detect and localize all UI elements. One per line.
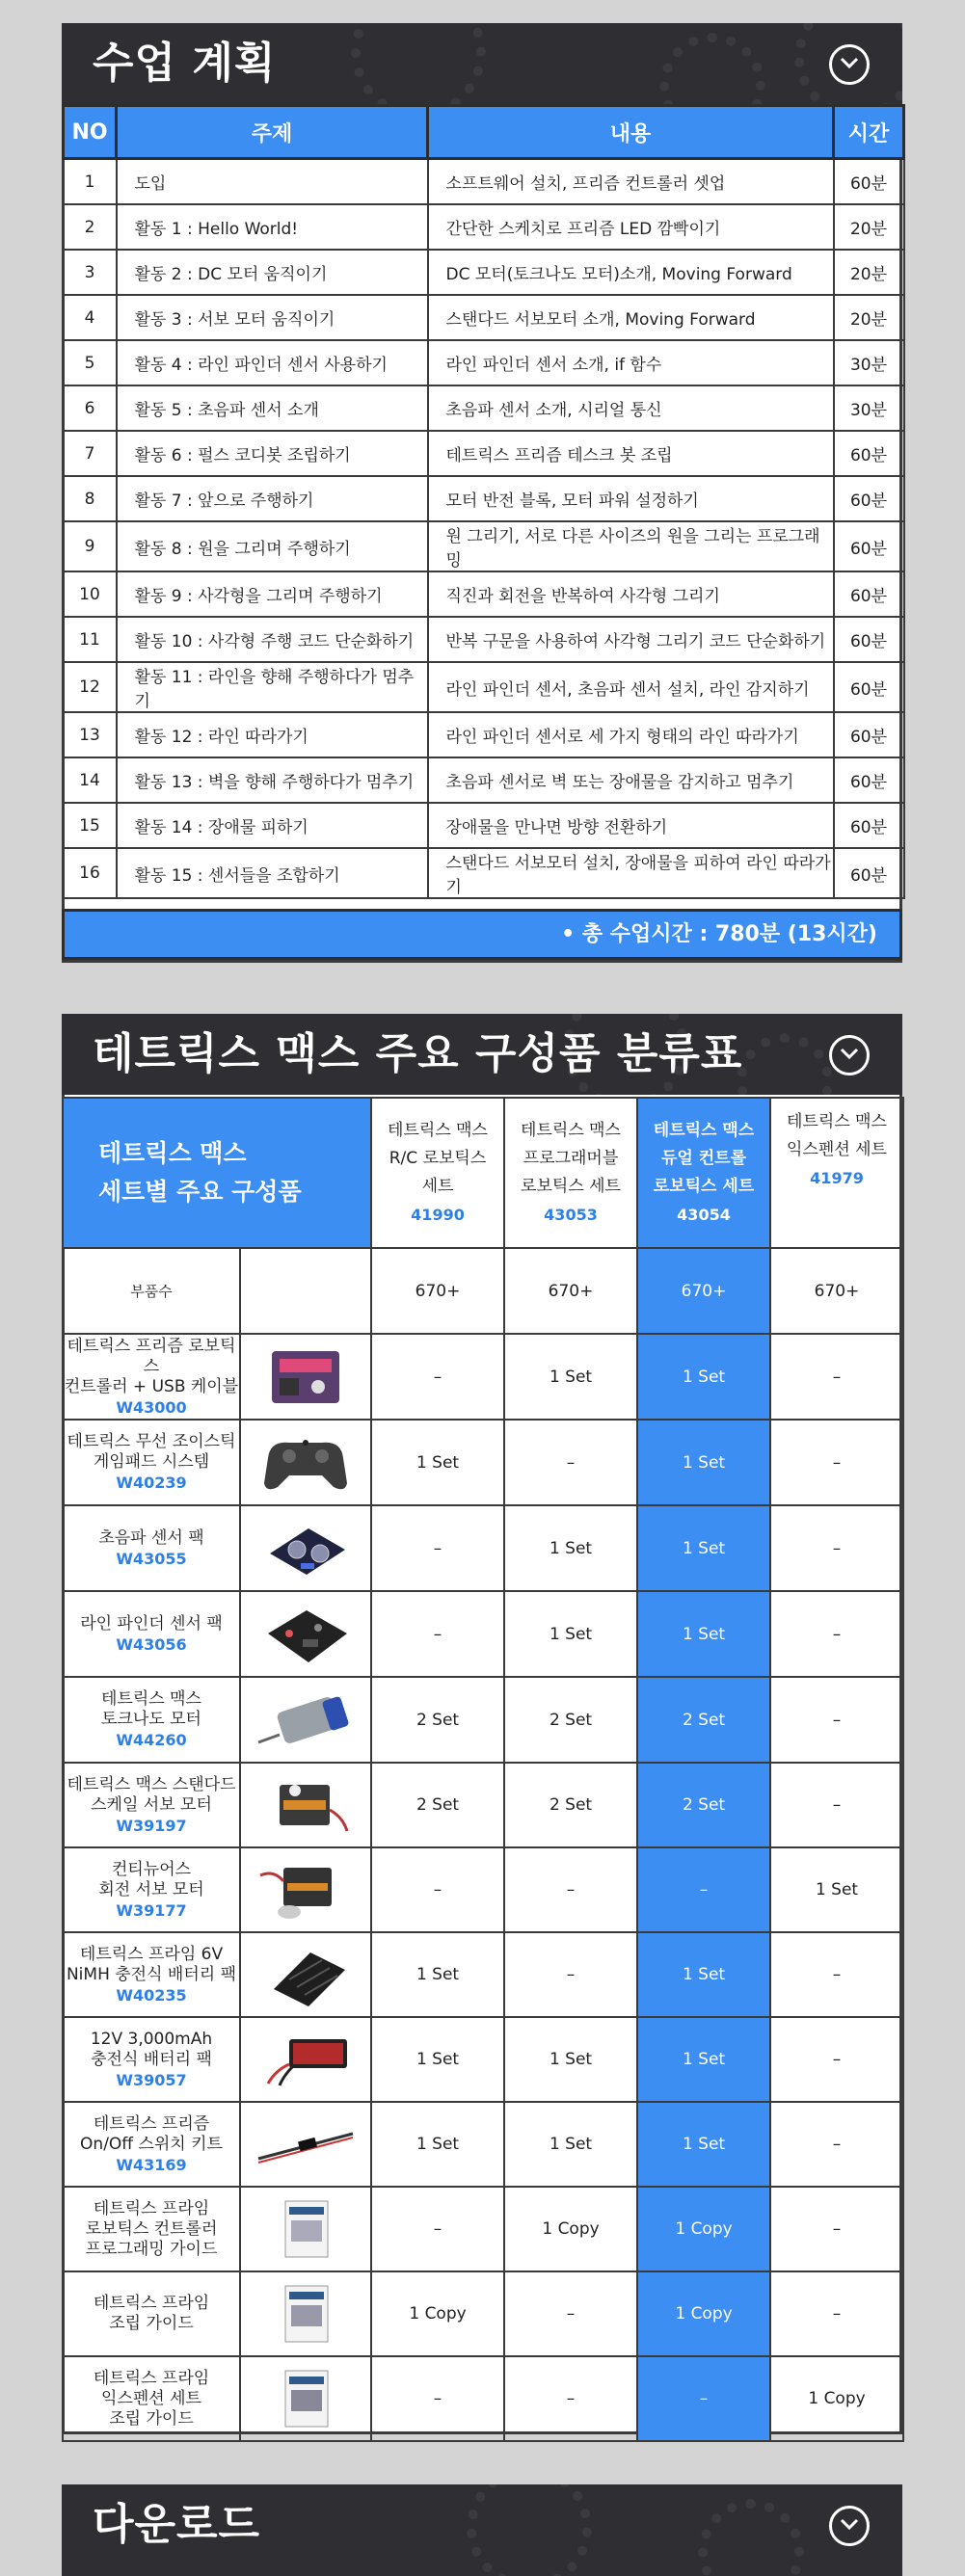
count-label: 부품수 bbox=[63, 1248, 240, 1334]
download-section bbox=[62, 2484, 902, 2576]
parts-banner bbox=[62, 1014, 902, 1095]
total-time-bar bbox=[62, 909, 902, 960]
part-quantity-cell: 2 Set bbox=[504, 1677, 637, 1763]
controller-image bbox=[251, 1343, 361, 1411]
table-row bbox=[64, 159, 904, 205]
part-name-line: 토크나도 모터 bbox=[101, 1710, 201, 1729]
part-quantity-cell: – bbox=[371, 1334, 504, 1420]
collapse-toggle-button[interactable] bbox=[829, 2506, 870, 2546]
table-row bbox=[64, 803, 904, 848]
part-code: W44260 bbox=[116, 1731, 187, 1749]
parts-row bbox=[63, 2271, 903, 2356]
row-time: 60분 bbox=[834, 662, 904, 712]
battery-pack-6v-image bbox=[251, 1941, 361, 2008]
part-name-cell bbox=[63, 1505, 240, 1591]
part-name-cell bbox=[63, 1847, 240, 1932]
set-header-41979 bbox=[770, 1098, 903, 1248]
parts-table bbox=[62, 1097, 904, 2442]
part-code: W39197 bbox=[116, 1816, 187, 1835]
part-quantity-cell: – bbox=[770, 1334, 903, 1420]
part-name-line: 컨티뉴어스 bbox=[111, 1859, 192, 1879]
row-number: 13 bbox=[64, 712, 117, 757]
row-content: 라인 파인더 센서로 세 가지 형태의 라인 따라가기 bbox=[428, 712, 834, 757]
part-quantity-cell: – bbox=[770, 2102, 903, 2187]
row-topic: 활동 7 : 앞으로 주행하기 bbox=[117, 476, 428, 521]
part-image-cell bbox=[240, 1847, 371, 1932]
set-name-line: 테트릭스 맥스 bbox=[787, 1112, 887, 1131]
row-topic: 활동 1 : Hello World! bbox=[117, 204, 428, 250]
part-quantity-cell: – bbox=[770, 1677, 903, 1763]
part-image-cell bbox=[240, 2187, 371, 2271]
part-name-line: 익스펜션 세트 bbox=[101, 2388, 201, 2408]
row-number: 1 bbox=[64, 159, 117, 205]
parts-row bbox=[63, 1334, 903, 1420]
row-number: 10 bbox=[64, 571, 117, 617]
continuous-servo-image bbox=[251, 1856, 361, 1924]
row-time: 20분 bbox=[834, 250, 904, 295]
header-no: NO bbox=[64, 106, 117, 159]
set-name-line: 로보틱스 세트 bbox=[653, 1177, 755, 1196]
set-code: 43054 bbox=[677, 1206, 731, 1224]
row-number: 8 bbox=[64, 476, 117, 521]
part-quantity-cell: – bbox=[770, 2271, 903, 2356]
row-topic: 활동 9 : 사각형을 그리며 주행하기 bbox=[117, 571, 428, 617]
row-topic: 활동 5 : 초음파 센서 소개 bbox=[117, 385, 428, 431]
part-name-line: 테트릭스 무선 조이스틱 bbox=[67, 1432, 236, 1451]
lesson-plan-banner bbox=[62, 23, 902, 104]
row-topic: 활동 2 : DC 모터 움직이기 bbox=[117, 250, 428, 295]
row-topic: 활동 6 : 펄스 코디봇 조립하기 bbox=[117, 431, 428, 476]
chevron-down-icon bbox=[840, 56, 859, 69]
lesson-plan-table bbox=[62, 104, 905, 899]
parts-section bbox=[62, 1014, 902, 2434]
row-number: 11 bbox=[64, 617, 117, 662]
row-time: 60분 bbox=[834, 431, 904, 476]
table-row bbox=[64, 757, 904, 803]
row-content: 초음파 센서로 벽 또는 장애물을 감지하고 멈추기 bbox=[428, 757, 834, 803]
part-quantity-cell: 1 Set bbox=[637, 1932, 770, 2017]
part-name-line: NiMH 충전식 배터리 팩 bbox=[66, 1964, 237, 1984]
part-name-line: 12V 3,000mAh bbox=[90, 2029, 213, 2049]
total-time-text: • 총 수업시간 : 780분 (13시간) bbox=[561, 922, 877, 946]
table-row bbox=[64, 662, 904, 712]
row-number: 12 bbox=[64, 662, 117, 712]
table-row bbox=[64, 340, 904, 385]
part-name-line: 테트릭스 프라임 bbox=[93, 2198, 210, 2218]
part-quantity-cell: – bbox=[504, 1420, 637, 1505]
part-name-cell bbox=[63, 2356, 240, 2441]
count-cell: 670+ bbox=[504, 1248, 637, 1334]
parts-row bbox=[63, 2356, 903, 2441]
set-name-line: 프로그래머블 bbox=[523, 1149, 619, 1168]
part-quantity-cell: – bbox=[770, 2187, 903, 2271]
expansion-guide-image bbox=[251, 2365, 361, 2432]
part-quantity-cell: 1 Set bbox=[504, 1505, 637, 1591]
set-code: 43053 bbox=[544, 1206, 598, 1224]
row-content: 테트릭스 프리즘 테스크 봇 조립 bbox=[428, 431, 834, 476]
row-time: 60분 bbox=[834, 848, 904, 898]
part-quantity-cell: – bbox=[770, 1420, 903, 1505]
part-quantity-cell: 1 Set bbox=[504, 1334, 637, 1420]
part-quantity-cell: 2 Set bbox=[637, 1677, 770, 1763]
row-content: 원 그리기, 서로 다른 사이즈의 원을 그리는 프로그래밍 bbox=[428, 521, 834, 571]
row-number: 15 bbox=[64, 803, 117, 848]
count-cell: 670+ bbox=[637, 1248, 770, 1334]
row-time: 60분 bbox=[834, 571, 904, 617]
part-name-line: 조립 가이드 bbox=[109, 2314, 194, 2333]
part-image-cell bbox=[240, 2102, 371, 2187]
part-name-cell bbox=[63, 1677, 240, 1763]
set-header-corner bbox=[63, 1098, 371, 1248]
row-content: 스탠다드 서보모터 소개, Moving Forward bbox=[428, 295, 834, 340]
part-name-line: 테트릭스 프리즘 bbox=[93, 2113, 210, 2134]
row-topic: 활동 8 : 원을 그리며 주행하기 bbox=[117, 521, 428, 571]
row-content: 반복 구문을 사용하여 사각형 그리기 코드 단순화하기 bbox=[428, 617, 834, 662]
row-content: 장애물을 만나면 방향 전환하기 bbox=[428, 803, 834, 848]
part-quantity-cell: 1 Set bbox=[504, 2017, 637, 2102]
table-row bbox=[64, 431, 904, 476]
part-name-cell bbox=[63, 1932, 240, 2017]
row-time: 60분 bbox=[834, 712, 904, 757]
row-content: DC 모터(토크나도 모터)소개, Moving Forward bbox=[428, 250, 834, 295]
part-name-cell bbox=[63, 1763, 240, 1847]
part-name-line: 로보틱스 컨트롤러 bbox=[85, 2218, 218, 2239]
lesson-plan-title: 수업 계획 bbox=[93, 39, 277, 88]
part-code: W40235 bbox=[116, 1985, 187, 2005]
part-quantity-cell: – bbox=[770, 1763, 903, 1847]
count-cell: 670+ bbox=[770, 1248, 903, 1334]
row-number: 14 bbox=[64, 757, 117, 803]
parts-title: 테트릭스 맥스 주요 구성품 분류표 bbox=[93, 1029, 743, 1078]
part-quantity-cell: 1 Set bbox=[637, 1505, 770, 1591]
part-quantity-cell: – bbox=[371, 1505, 504, 1591]
part-name-line: 회전 서보 모터 bbox=[98, 1879, 204, 1899]
parts-count-row bbox=[63, 1248, 903, 1334]
part-name-line: 테트릭스 맥스 bbox=[101, 1689, 201, 1709]
part-quantity-cell: 2 Set bbox=[637, 1763, 770, 1847]
part-quantity-cell: 1 Set bbox=[371, 1420, 504, 1505]
part-quantity-cell: 1 Copy bbox=[504, 2187, 637, 2271]
part-quantity-cell: 1 Copy bbox=[637, 2271, 770, 2356]
programming-guide-image bbox=[251, 2195, 361, 2263]
row-topic: 활동 15 : 센서들을 조합하기 bbox=[117, 848, 428, 898]
part-quantity-cell: 1 Set bbox=[371, 2017, 504, 2102]
row-content: 라인 파인더 센서, 초음파 센서 설치, 라인 감지하기 bbox=[428, 662, 834, 712]
row-topic: 활동 12 : 라인 따라가기 bbox=[117, 712, 428, 757]
parts-row bbox=[63, 1763, 903, 1847]
part-image-cell bbox=[240, 2356, 371, 2441]
row-time: 30분 bbox=[834, 340, 904, 385]
row-content: 스탠다드 서보모터 설치, 장애물을 피하여 라인 따라가기 bbox=[428, 848, 834, 898]
count-empty-cell bbox=[240, 1248, 371, 1334]
part-quantity-cell: 1 Set bbox=[504, 2102, 637, 2187]
parts-row bbox=[63, 1677, 903, 1763]
row-number: 5 bbox=[64, 340, 117, 385]
table-row bbox=[64, 617, 904, 662]
part-image-cell bbox=[240, 1677, 371, 1763]
table-row bbox=[64, 476, 904, 521]
collapse-toggle-button[interactable] bbox=[829, 1035, 870, 1076]
download-banner bbox=[62, 2484, 902, 2576]
set-name-line: 테트릭스 맥스 bbox=[521, 1121, 621, 1140]
part-name-line: 테트릭스 프리즘 로보틱스 bbox=[67, 1336, 236, 1376]
part-name-cell bbox=[63, 2102, 240, 2187]
row-content: 직진과 회전을 반복하여 사각형 그리기 bbox=[428, 571, 834, 617]
part-image-cell bbox=[240, 1334, 371, 1420]
part-code: W43000 bbox=[116, 1397, 187, 1417]
parts-row bbox=[63, 1847, 903, 1932]
row-time: 60분 bbox=[834, 159, 904, 205]
row-time: 60분 bbox=[834, 521, 904, 571]
part-quantity-cell: 1 Set bbox=[637, 1591, 770, 1677]
table-row bbox=[64, 295, 904, 340]
part-quantity-cell: 1 Set bbox=[637, 1334, 770, 1420]
set-code: 41990 bbox=[411, 1206, 465, 1224]
row-number: 9 bbox=[64, 521, 117, 571]
parts-row bbox=[63, 1932, 903, 2017]
parts-row bbox=[63, 1505, 903, 1591]
row-time: 30분 bbox=[834, 385, 904, 431]
part-quantity-cell: – bbox=[504, 2356, 637, 2441]
set-name-line: 세트 bbox=[421, 1177, 454, 1196]
header-time: 시간 bbox=[834, 106, 904, 159]
set-name-line: 익스펜션 세트 bbox=[787, 1140, 887, 1159]
part-name-line: 프로그래밍 가이드 bbox=[85, 2239, 218, 2259]
table-row bbox=[64, 250, 904, 295]
row-time: 60분 bbox=[834, 757, 904, 803]
part-image-cell bbox=[240, 2271, 371, 2356]
part-quantity-cell: 1 Set bbox=[770, 1847, 903, 1932]
part-name-line: 테트릭스 프라임 bbox=[93, 2368, 210, 2388]
part-quantity-cell: 1 Copy bbox=[770, 2356, 903, 2441]
set-name-line: 듀얼 컨트롤 bbox=[661, 1149, 747, 1168]
part-code: W43169 bbox=[116, 2155, 187, 2174]
part-quantity-cell: 2 Set bbox=[371, 1763, 504, 1847]
part-name-line: 컨트롤러 + USB 케이블 bbox=[64, 1376, 239, 1396]
part-quantity-cell: – bbox=[504, 1847, 637, 1932]
part-name-line: 게임패드 시스템 bbox=[93, 1452, 210, 1472]
part-name-cell bbox=[63, 2017, 240, 2102]
part-code: W43055 bbox=[116, 1549, 187, 1568]
table-row bbox=[64, 385, 904, 431]
part-quantity-cell: 1 Copy bbox=[371, 2271, 504, 2356]
part-quantity-cell: – bbox=[371, 2356, 504, 2441]
parts-row bbox=[63, 2187, 903, 2271]
parts-row bbox=[63, 2102, 903, 2187]
gamepad-image bbox=[251, 1429, 361, 1497]
part-quantity-cell: – bbox=[504, 1932, 637, 2017]
part-name-line: 테트릭스 프라임 bbox=[93, 2294, 210, 2313]
parts-row bbox=[63, 1591, 903, 1677]
part-quantity-cell: – bbox=[770, 2017, 903, 2102]
set-header-row bbox=[63, 1098, 903, 1248]
part-name-line: 조립 가이드 bbox=[109, 2408, 194, 2429]
part-quantity-cell: – bbox=[371, 1847, 504, 1932]
part-name-line: 테트릭스 맥스 스탠다드 bbox=[67, 1774, 236, 1794]
part-name-line: 라인 파인더 센서 팩 bbox=[80, 1613, 223, 1633]
part-quantity-cell: 1 Set bbox=[637, 2102, 770, 2187]
row-topic: 활동 4 : 라인 파인더 센서 사용하기 bbox=[117, 340, 428, 385]
part-quantity-cell: – bbox=[637, 1847, 770, 1932]
ultrasonic-sensor-image bbox=[251, 1515, 361, 1582]
set-code: 41979 bbox=[810, 1169, 864, 1187]
table-row bbox=[64, 204, 904, 250]
part-image-cell bbox=[240, 1420, 371, 1505]
parts-row bbox=[63, 2017, 903, 2102]
part-name-line: 스케일 서보 모터 bbox=[91, 1794, 212, 1815]
switch-kit-image bbox=[251, 2111, 361, 2178]
battery-pack-12v-image bbox=[251, 2026, 361, 2093]
part-image-cell bbox=[240, 1932, 371, 2017]
part-quantity-cell: 2 Set bbox=[371, 1677, 504, 1763]
row-time: 60분 bbox=[834, 803, 904, 848]
part-quantity-cell: – bbox=[504, 2271, 637, 2356]
set-header-43054 bbox=[637, 1098, 770, 1248]
set-header-43053 bbox=[504, 1098, 637, 1248]
part-code: W43056 bbox=[116, 1634, 187, 1654]
part-name-line: 초음파 센서 팩 bbox=[98, 1527, 204, 1548]
header-topic: 주제 bbox=[117, 106, 428, 159]
part-name-line: 충전식 배터리 팩 bbox=[91, 2049, 212, 2069]
row-time: 20분 bbox=[834, 295, 904, 340]
part-image-cell bbox=[240, 1591, 371, 1677]
row-topic: 도입 bbox=[117, 159, 428, 205]
part-image-cell bbox=[240, 1505, 371, 1591]
row-number: 7 bbox=[64, 431, 117, 476]
line-finder-sensor-image bbox=[251, 1601, 361, 1668]
part-name-cell bbox=[63, 1591, 240, 1677]
row-number: 2 bbox=[64, 204, 117, 250]
part-name-cell bbox=[63, 2187, 240, 2271]
row-content: 모터 반전 블록, 모터 파워 설정하기 bbox=[428, 476, 834, 521]
count-cell: 670+ bbox=[371, 1248, 504, 1334]
set-name-line: R/C 로보틱스 bbox=[389, 1149, 487, 1168]
part-quantity-cell: 2 Set bbox=[504, 1763, 637, 1847]
part-quantity-cell: 1 Set bbox=[371, 2102, 504, 2187]
part-name-cell bbox=[63, 2271, 240, 2356]
set-header-41990 bbox=[371, 1098, 504, 1248]
chevron-down-icon bbox=[840, 2517, 859, 2531]
part-code: W39057 bbox=[116, 2070, 187, 2089]
standard-servo-image bbox=[251, 1771, 361, 1839]
torquenado-motor-image bbox=[251, 1686, 361, 1754]
part-code: W39177 bbox=[116, 1900, 187, 1920]
part-quantity-cell: – bbox=[371, 1591, 504, 1677]
chevron-down-icon bbox=[840, 1047, 859, 1060]
part-name-cell bbox=[63, 1334, 240, 1420]
part-code: W40239 bbox=[116, 1474, 187, 1492]
part-quantity-cell: 1 Copy bbox=[637, 2187, 770, 2271]
part-image-cell bbox=[240, 2017, 371, 2102]
lesson-plan-section bbox=[62, 23, 902, 963]
part-name-line: On/Off 스위치 키트 bbox=[80, 2134, 223, 2154]
part-quantity-cell: – bbox=[371, 2187, 504, 2271]
part-name-cell bbox=[63, 1420, 240, 1505]
row-time: 20분 bbox=[834, 204, 904, 250]
row-content: 라인 파인더 센서 소개, if 함수 bbox=[428, 340, 834, 385]
set-name-line: 테트릭스 맥스 bbox=[653, 1121, 755, 1140]
row-number: 3 bbox=[64, 250, 117, 295]
table-row bbox=[64, 521, 904, 571]
row-number: 16 bbox=[64, 848, 117, 898]
set-name-line: 테트릭스 맥스 bbox=[388, 1121, 488, 1140]
table-row bbox=[64, 712, 904, 757]
part-quantity-cell: 1 Set bbox=[371, 1932, 504, 2017]
row-topic: 활동 13 : 벽을 향해 주행하다가 멈추기 bbox=[117, 757, 428, 803]
download-title: 다운로드 bbox=[93, 2500, 261, 2549]
set-name-line: 로보틱스 세트 bbox=[521, 1177, 621, 1196]
row-topic: 활동 10 : 사각형 주행 코드 단순화하기 bbox=[117, 617, 428, 662]
part-quantity-cell: 1 Set bbox=[637, 2017, 770, 2102]
header-content: 내용 bbox=[428, 106, 834, 159]
corner-line-1: 테트릭스 맥스 bbox=[98, 1139, 247, 1167]
row-content: 초음파 센서 소개, 시리얼 통신 bbox=[428, 385, 834, 431]
part-name-line: 테트릭스 프라임 6V bbox=[79, 1944, 224, 1964]
corner-line-2: 세트별 주요 구성품 bbox=[98, 1178, 302, 1206]
part-quantity-cell: 1 Set bbox=[504, 1591, 637, 1677]
part-quantity-cell: – bbox=[770, 1591, 903, 1677]
row-number: 6 bbox=[64, 385, 117, 431]
row-content: 간단한 스케치로 프리즘 LED 깜빡이기 bbox=[428, 204, 834, 250]
build-guide-image bbox=[251, 2280, 361, 2348]
part-quantity-cell: 1 Set bbox=[637, 1420, 770, 1505]
part-quantity-cell: – bbox=[770, 1932, 903, 2017]
row-content: 소프트웨어 설치, 프리즘 컨트롤러 셋업 bbox=[428, 159, 834, 205]
row-topic: 활동 3 : 서보 모터 움직이기 bbox=[117, 295, 428, 340]
collapse-toggle-button[interactable] bbox=[829, 44, 870, 85]
row-time: 60분 bbox=[834, 476, 904, 521]
parts-row bbox=[63, 1420, 903, 1505]
row-topic: 활동 14 : 장애물 피하기 bbox=[117, 803, 428, 848]
row-number: 4 bbox=[64, 295, 117, 340]
row-time: 60분 bbox=[834, 617, 904, 662]
part-quantity-cell: – bbox=[637, 2356, 770, 2441]
part-quantity-cell: – bbox=[770, 1505, 903, 1591]
table-row bbox=[64, 571, 904, 617]
row-topic: 활동 11 : 라인을 향해 주행하다가 멈추기 bbox=[117, 662, 428, 712]
part-image-cell bbox=[240, 1763, 371, 1847]
table-row bbox=[64, 848, 904, 898]
table-header-row bbox=[64, 106, 904, 159]
